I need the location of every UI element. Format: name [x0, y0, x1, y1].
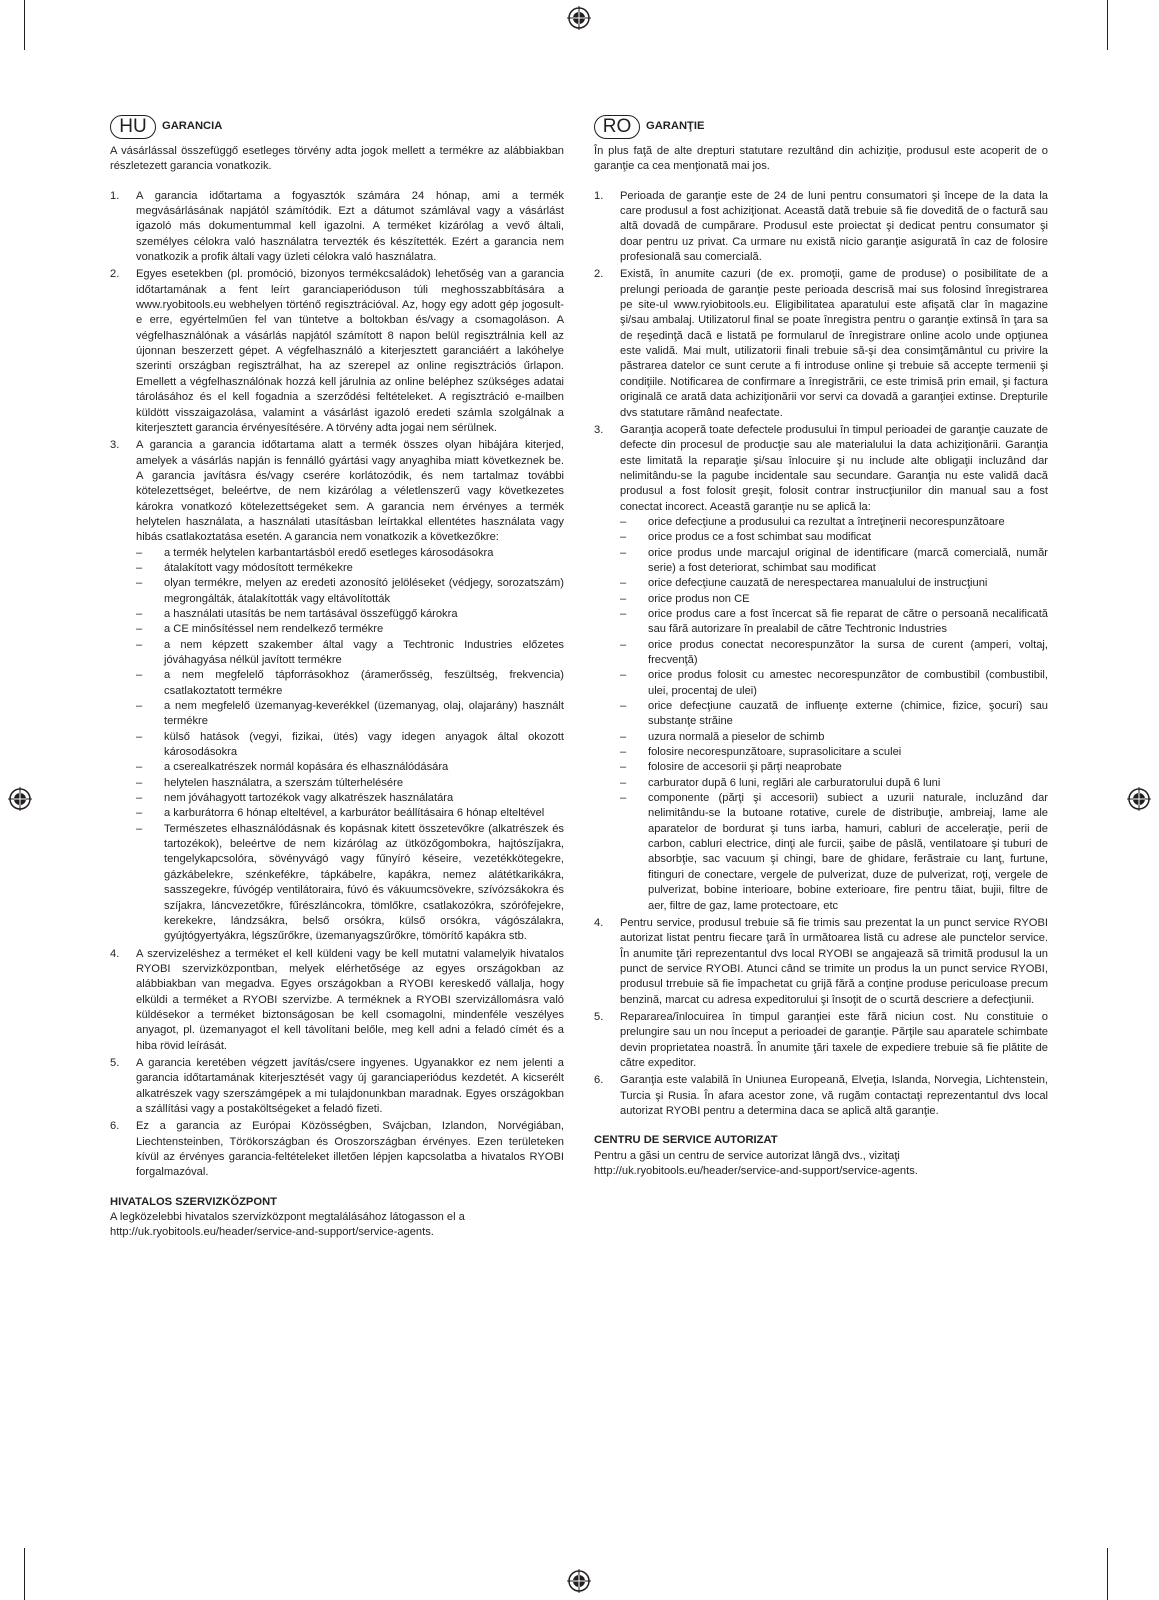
exclusion-item: – a CE minősítéssel nem rendelkező termékre: [136, 623, 384, 636]
exclusion-item: – a nem megfelelő üzemanyag-keverékkel (üzemanyag, olaj, olajarány) használt termékre: [136, 700, 564, 728]
item-body: [136, 438, 564, 944]
hu-column: [110, 114, 564, 1241]
exclusion-list: [136, 546, 564, 945]
exclusion-item: – a nem képzett szakember által vagy a Techtronic Industries előzetes jóváhagyása nélkül javított termékre: [136, 638, 564, 666]
exclusion-item: – külső hatások (vegyi, fizikai, ütés) vagy idegen anyagok által okozott károsodásokra: [136, 730, 564, 759]
item-text: Ez a garancia az Európai Közösségben, Svájcban, Izlandon, Norvégiában, Liechtensteinben, Törökországban és Oroszországban érvényes. Ezen területeken kívül az érvényes garancia-feltételeket illetően lépjen kapcsolatba a hivatalos RYOBI forgalmazóval.: [136, 1120, 564, 1179]
exclusion-item: – componente (părţi şi accesorii) subiect a uzurii naturale, incluzând dar nelimitându-se la butoane rotative, curele de distribuţie, ambreiaj, lame ale aparatelor de bordurat şi tuns iarba, hamuri, cabluri de acceleraţie, perii de carbon, cabluri electrice, dinţi ale furcii, şaibe de pâslă, ventilatoare şi tuburi de absorbţie, sac vacuum şi chingi, bare de ghidare, ferăstraie cu lanţ, furtune, fitinguri de conectare, vergele de pulverizat, duze de pulverizat, roţi, vergele de pulverizat, bobine interioare, bobine exterioare, fire pentru tăiat, bujii, filtre de aer, filtre de gaz, lame protectoare, etc: [620, 792, 1048, 912]
item-text: Perioada de garanţie este de 24 de luni pentru consumatori şi începe de la data la care produsul a fost achiziţionat. Această dată trebuie să fie dovedită de o factură sau altă dovadă de cumpărare. Produsul este proiectat şi dedicat pentru consumator şi doar pentru uz privat. Ca urmare nu există nicio garanţie asigurată în caz de folosire profesională sau comercială.: [620, 189, 1048, 264]
list-item: [110, 947, 564, 1054]
registration-mark-icon: [1127, 787, 1151, 811]
service-center-title: HIVATALOS SZERVIZKÖZPONT: [110, 1195, 277, 1208]
exclusion-item: – orice produs non CE: [620, 592, 750, 605]
item-text: Există, în anumite cazuri (de ex. promoţii, game de produse) o posibilitate de a prelungi perioada de garanţie peste perioada descrisă mai sus folosind înregistrarea pe site-ul www.ryiobitools.eu. Eligibilitatea aparatului este afişată clar în magazine şi/sau ambalaj. Utilizatorul final se poate înregistra pentru o garanţie extinsă în ţara sa de reşedinţă dacă e listată pe formularul de înregistrare online acolo unde opţiunea este validă. Mai mult, utilizatorii finali trebuie să-şi dea consimţământul cu privire la păstrarea datelor ce sunt cerute a fi introduse online şi trebuie să accepte termenii şi condiţiile. Notificarea de confirmare a înregistrării, ce este trimisă prin email, şi factura originală ce arată data achiziţionării vor servi ca dovadă a garanţiei extinse. Drepturile dvs statutare rămând neafectate.: [620, 268, 1048, 419]
exclusion-item: – a termék helytelen karbantartásból eredő esetleges károsodásokra: [136, 546, 494, 559]
exclusion-item: – orice defecţiune cauzată de nerespectarea manualului de instrucţiuni: [620, 577, 988, 590]
exclusion-item: – orice produs folosit cu amestec necorespunzător de combustibil (combustibil, ulei, procentaj de ulei): [620, 669, 1048, 697]
item-text: A garancia keretében végzett javítás/csere ingyenes. Ugyanakkor ez nem jelenti a garancia időtartamának kiterjesztését vagy új garanciaperiódus kezdetét. A kicserélt alkatrészek vagy szerszámgépek a mi tulajdonunkban maradnak. Egyes országokban a szállítási vagy a postaköltségeket a feladó fizeti.: [136, 1056, 564, 1115]
exclusion-item: – a cserealkatrészek normál kopására és elhasználódására: [136, 761, 449, 774]
crop-mark-top-left: [24, 0, 25, 50]
item-number: 3.: [594, 423, 604, 436]
registration-mark-icon: [567, 6, 591, 30]
exclusion-item: – carburator după 6 luni, reglări ale carburatorului după 6 luni: [620, 776, 941, 789]
exclusion-item: – nem jóváhagyott tartozékok vagy alkatrészek használatára: [136, 792, 454, 805]
list-item: [110, 438, 564, 944]
item-number: 4.: [110, 947, 120, 960]
service-center-text: Pentru a găsi un centru de service autorizat lângă dvs., vizitaţi http://uk.ryobitools.eu/header/service-and-support/service-agents.: [594, 1149, 918, 1177]
crop-mark-bottom-left: [24, 1548, 25, 1600]
list-item: [594, 267, 1048, 420]
list-item: [110, 1119, 564, 1180]
list-item: [594, 189, 1048, 266]
item-text: Garanţia este valabilă în Uniunea Europeană, Elveţia, Islanda, Norvegia, Lichtenstein, Turcia şi Rusia. În afara acestor zone, vă rugăm contactaţi reprezentantul dvs local autorizat RYOBI pentru a determina daca se aplică altă garanţie.: [620, 1074, 1048, 1117]
item-text: A garancia időtartama a fogyasztók számára 24 hónap, ami a termék megvásárlásának napjától számítódik. Ezt a dátumot számlával vagy a vásárlást igazoló más dokumentummal kell igazolni. A terméket kizárólag a vevő általi, személyes célokra való használatra tervezték és készítették. Ezért a garancia nem vonatkozik a profik általi vagy üzleti célokra való használatra.: [136, 189, 564, 264]
item-text: A garancia a garancia időtartama alatt a termék összes olyan hibájára kiterjed, amelyek a vásárlás napján is fennálló gyártási vagy anyaghiba miatt következnek be. A garancia javításra és/vagy cserére korlátozódik, és nem tartalmaz további kötelezettséget, beleértve, de nem kizárólag a véletlenszerű vagy következetes károkra vonatkozó kötelezettségeket sem. A garancia nem érvényes a termék helytelen használata, a használati utasításban leírtakkal ellentétes használata vagy hibás csatlakoztatása esetén. A garancia nem vonatkozik a következőkre:: [136, 439, 564, 544]
language-badge-hu: HU: [110, 115, 156, 139]
item-number: 3.: [110, 439, 120, 452]
exclusion-list: [620, 515, 1048, 914]
item-body: [620, 423, 1048, 914]
list-item: [110, 267, 564, 436]
exclusion-item: – orice produs unde marcajul original de identificare (marcă comercială, număr serie) a fost deteriorat, schimbat sau modificat: [620, 546, 1048, 574]
warranty-list: [594, 189, 1048, 1120]
item-text: Pentru service, produsul trebuie să fie trimis sau prezentat la un punct service RYOBI autorizat listat pentru fiecare ţară în următoarea listă cu adrese ale punctelor service. În anumite ţări reprezentantul dvs local RYOBI se angajează să trimită produsul la un punct de service RYOBI. Atunci când se trimite un produs la un punct service RYOBI, produsul trrebuie să fie împachetat cu grijă fără a conţine produse periculoase precum benzină, marcat cu adresa expeditorului şi însoţit de o scurtă descriere a defecţiunii.: [620, 916, 1048, 1006]
service-center-title: CENTRU DE SERVICE AUTORIZAT: [594, 1134, 778, 1147]
exclusion-item: – folosire de accesorii şi părţi neaprobate: [620, 761, 842, 774]
item-text: A szervizeléshez a terméket el kell küldeni vagy be kell mutatni valamelyik hivatalos RYOBI szervizközpontban, melyek elérhetősége az egyes országokban az alábbiakban van megadva. Egyes országokban a RYOBI kereskedő vállalja, hogy elküldi a terméket a RYOBI szervizbe. A terméknek a RYOBI szervizállomásra való küldésekor a terméket biztonságosan be kell csomagolni, mindenféle veszélyes anyagot, pl. üzemanyagot el kell távolítani belőle, meg kell adni a feladó címét és a hiba rövid leírását.: [136, 947, 564, 1052]
section-title: GARANŢIE: [646, 120, 705, 133]
crop-mark-top-right: [1107, 0, 1108, 50]
list-item: [110, 189, 564, 266]
exclusion-item: – a használati utasítás be nem tartásával összefüggő károkra: [136, 607, 458, 620]
exclusion-item: – helytelen használatra, a szerszám túlterhelésére: [136, 776, 404, 789]
ro-column: [594, 114, 1048, 1179]
exclusion-item: – orice produs conectat necorespunzător la sursa de curent (amperi, voltaj, frecvenţă): [620, 638, 1048, 666]
exclusion-item: – a nem megfelelő tápforrásokhoz (áramerősség, feszültség, frekvencia) csatlakoztatott termékre: [136, 669, 564, 697]
list-item: [594, 423, 1048, 914]
hu-heading: [110, 114, 564, 140]
item-number: 5.: [594, 1010, 604, 1023]
intro-paragraph: În plus faţă de alte drepturi statutare rezultând din achiziţie, produsul este acoperit de o garanţie ca cea menţionată mai jos.: [594, 145, 1048, 173]
item-number: 2.: [110, 268, 120, 281]
exclusion-item: – orice produs care a fost încercat să fie reparat de către o persoană necalificată sau fără autorizare în prealabil de către Techtronic Industries: [620, 607, 1048, 636]
exclusion-item: – a karburátorra 6 hónap elteltével, a karburátor beállításaira 6 hónap elteltével: [136, 807, 545, 820]
language-badge-ro: RO: [594, 115, 640, 139]
exclusion-item: – orice produs ce a fost schimbat sau modificat: [620, 531, 871, 544]
item-number: 6.: [110, 1120, 120, 1133]
exclusion-item: – uzura normală a pieselor de schimb: [620, 730, 825, 743]
exclusion-item: – folosire necorespunzătoare, suprasolicitare a sculei: [620, 746, 902, 759]
item-number: 4.: [594, 916, 604, 929]
crop-mark-bottom-right: [1107, 1548, 1108, 1600]
warranty-list: [110, 189, 564, 1181]
registration-mark-icon: [567, 1569, 591, 1593]
exclusion-item: – Természetes elhasználódásnak és kopásnak kitett összetevőkre (alkatrészek és tartozékok), beleértve de nem kizárólag az ütközőgombokra, hajtószíjakra, tengelykapcsolóra, sövényvágó vagy fűnyíró késeire, vezetékkötegekre, gázkábelekre, szénkefékre, tápkábelre, kapákra, nemez alátétkarikákra, sasszegekre, fúvógép ventilátoraira, fúvó és vákuumcsövekre, szívózsákokra és szíjakra, láncvezetőkre, fűrészláncokra, tömlőkre, csatlakozókra, szórófejekre, kerekekre, lándzsákra, belső orsókra, külső orsókra, vágószálakra, gyújtógyertyákra, légszűrőkre, üzemanyagszűrőkre, tömörítő kapákra stb.: [136, 822, 564, 943]
exclusion-item: – orice defecţiune a produsului ca rezultat a întreţinerii necorespunzătoare: [620, 515, 1005, 528]
item-text: Repararea/înlocuirea în timpul garanţiei este fără niciun cost. Nu constituie o prelungire sau un nou început a perioadei de garanţie. Părţile sau aparatele schimbate devin proprietatea noastră. În anumite ţări taxele de expediere trebuie să fie plătite de către expeditor.: [620, 1010, 1048, 1069]
item-text: Egyes esetekben (pl. promóció, bizonyos termékcsaládok) lehetőség van a garancia időtartamának a fent leírt garanciaperióduson túli meghosszabbítására a www.ryobitools.eu webhelyen történő regisztrációval. Az, hogy egy adott gép jogosult-e erre, egyértelműen fel van tüntetve a boltokban és/vagy a csomagoláson. A végfelhasználónak a vásárlás napjától számított 8 napon belül regisztrálnia kell az újonnan beszerzett gépet. A végfelhasználó a kiterjesztett garanciáért a lakóhelye szerinti országban regisztrálhat, ha az szerepel az online regisztrációs űrlapon. Emellett a végfelhasználónak hozzá kell járulnia az online beléphez szükséges adatai tárolásához és el kell fogadnia a szerződési feltételeket. A regisztráció e-mailben küldött visszaigazolása, valamint a vásárlást igazoló eredeti számla szolgálnak a kiterjesztett garancia érvényesítésére. A törvény adta jogai nem sérülnek.: [136, 268, 564, 434]
list-item: [594, 916, 1048, 1008]
exclusion-item: – orice defecţiune cauzată de influenţe externe (chimice, fizice, şocuri) sau substanţe străine: [620, 700, 1048, 728]
item-number: 5.: [110, 1056, 120, 1069]
list-item: [110, 1056, 564, 1117]
exclusion-item: – átalakított vagy módosított termékekre: [136, 561, 353, 574]
service-center-text: A legközelebbi hivatalos szervizközpont megtalálásához látogasson el a http://uk.ryobitools.eu/header/service-and-support/service-agents.: [110, 1211, 465, 1239]
list-item: [594, 1073, 1048, 1119]
ro-heading: [594, 114, 1048, 140]
exclusion-item: – olyan termékre, melyen az eredeti azonosító jelöléseket (védjegy, sorozatszám) megrongálták, átalakították vagy eltávolították: [136, 577, 564, 605]
item-text: Garanţia acoperă toate defectele produsului în timpul perioadei de garanţie cauzate de defecte din procesul de producţie sau ale materialului la data achiziţionării. Garanţia este limitată la reparaţie şi/sau înlocuire şi nu include alte obligaţii incluzând dar nelimitându-se la pagube incidentale sau secundare. Garanţia nu este validă dacă produsul a fost folosit greşit, folosit contrar instrucţiunilor din manual sau a fost conectat incorect. Această garanţie nu se aplică la:: [620, 423, 1048, 513]
list-item: [594, 1010, 1048, 1071]
item-number: 1.: [594, 189, 604, 202]
item-number: 1.: [110, 189, 120, 202]
registration-mark-icon: [8, 787, 32, 811]
item-number: 2.: [594, 268, 604, 281]
item-number: 6.: [594, 1074, 604, 1087]
intro-paragraph: A vásárlással összefüggő esetleges törvény adta jogok mellett a termékre az alábbiakban részletezett garancia vonatkozik.: [110, 145, 564, 173]
section-title: GARANCIA: [162, 120, 223, 133]
